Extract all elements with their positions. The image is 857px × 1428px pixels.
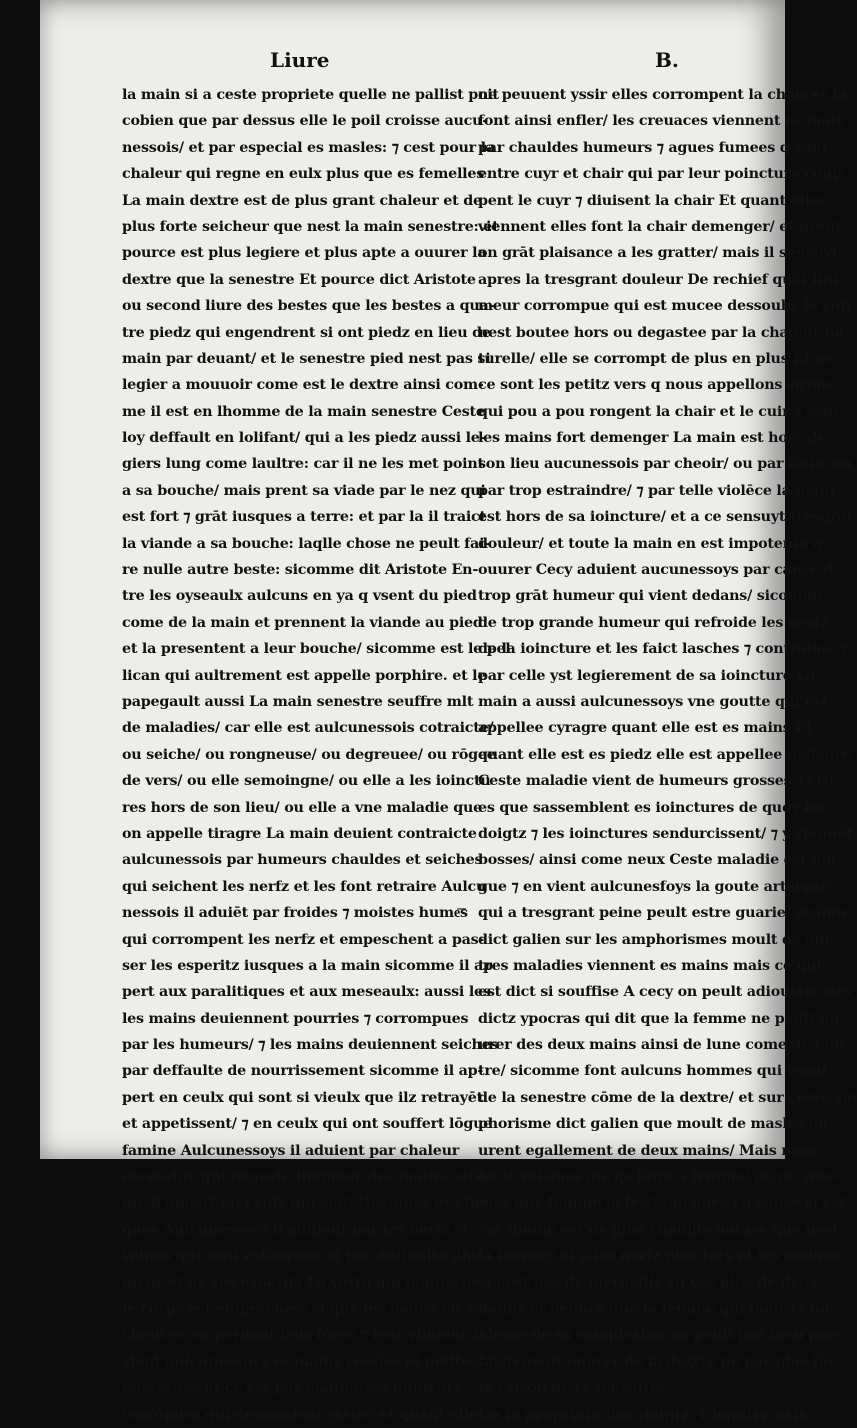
text-line: de vers/ ou elle semoingne/ ou elle a les ioinctu (122, 773, 491, 790)
text-line: nessois il aduiēt par froides ⁊ moistes hume͞s (122, 905, 468, 922)
text-line: pert aux paralitiques et aux meseaulx: aussi les (122, 984, 491, 1001)
text-line: Ceste maladie vient de humeurs grosses ⁊ cru (478, 773, 834, 790)
text-line: les mains fort demenger La main est hors de (478, 430, 826, 447)
text-line: chent et en perdent leur force ⁊ leur vigueur Il (122, 1327, 485, 1344)
text-line: est hors de sa ioincture/ et a ce sensuyt tresgrāt (478, 509, 853, 526)
text-line: la main si a ceste propriete quelle ne pallist poit (122, 87, 499, 103)
text-line: veines qui sont estoupees et par deffaulte dhu (122, 1248, 482, 1265)
text-line: viennent elles font la chair demenger/ et prent (478, 218, 842, 235)
text-line: meur et de ses esperitz La vertu qui gouuerne (122, 1274, 481, 1291)
text-line: tre les oyseaulx aulcuns en ya q vsent du pied (122, 588, 477, 605)
text-line: blesse de sa complexion ne peult pas bien par- (478, 1327, 841, 1344)
folio-number: B. (655, 48, 679, 72)
running-head: Liure (270, 48, 330, 72)
text-line: car lhōme est de plus chaulde nature que nest (478, 1221, 839, 1238)
text-line: cobien que par dessus elle le poil croisse aucu- (122, 113, 488, 130)
text-line: ou second liure des bestes que les bestes a qua- (122, 298, 495, 315)
text-line: vient aulcunessoys es mains vessies et petites (122, 1353, 478, 1370)
text-line: apres la tresgrant douleur De rechief quāt lhu (478, 271, 838, 288)
text-line: main par deuant/ et le senestre pied nest pas si (122, 350, 491, 367)
text-line: ne peuuent yssir elles corrompent la chair et la (478, 87, 847, 103)
text-line: par deffaulte de nourrissement sicomme il ap- (122, 1063, 484, 1080)
text-line: et la presentent a leur bouche/ sicomme est le pel (122, 641, 511, 658)
text-line: de la senestre cōme de la dextre/ et sur ceste am (478, 1089, 857, 1106)
text-line: qui corrompent les nerfz et empeschent a pas- (122, 931, 485, 948)
text-line: legier a mouuoir come est le dextre ainsi com- (122, 377, 484, 394)
text-line: dextre que la senestre Et pource dict Aristote (122, 271, 476, 288)
text-line: giers lung come laultre: car il ne les met point (122, 456, 484, 473)
text-line: tre piedz qui engendrent si ont piedz en lieu de (122, 324, 491, 341)
text-line: dictz ypocras qui dit que la femme ne peult ou (478, 1010, 840, 1027)
text-line: par chauldes humeurs ⁊ agues fumees q sont (478, 139, 828, 156)
text-line: urent egallement de deux mains/ Mais nous (478, 1142, 819, 1159)
text-line: gue ⁊ en vient aulcunesfoys la goute arteique (478, 878, 830, 895)
text-line: mes que femme le feist oncques La cause si est (478, 1195, 846, 1212)
text-line: tre/ sicomme font aulcuns hommes qui vsent (478, 1063, 828, 1080)
text-line: de la ioincture et les faict lasches ⁊ contraine/ ⁊ (478, 641, 847, 658)
text-line: pert en ceulx qui sont si vieulx que ilz retrayēt (122, 1089, 483, 1106)
text-line: appellee cyragre quant elle est es mains Et (478, 720, 813, 737)
text-line: de trop grande humeur qui refroide les nerfz (478, 614, 828, 631)
text-line: nest boutee hors ou degastee par la chaleur na (478, 324, 844, 341)
text-line: entre cuyr et chair qui par leur poincture coup (478, 166, 843, 183)
text-line: bossettes/ et ce est par mauuaises humeurs (122, 1380, 462, 1397)
text-line: douleur/ et toute la main en est impotente a (478, 535, 822, 552)
text-line: phorisme dict galien que moult de masles ou- (478, 1116, 834, 1133)
text-line: la femme/ et a les nerfz plus fors et les mēbres (478, 1248, 842, 1265)
text-line: pent le cuyr ⁊ diuisent la chair Et quant elles (478, 192, 827, 209)
text-line: re nulle autre beste: sicomme dit Aristote En- (122, 562, 479, 579)
text-line: urer des deux mains ainsi de lune come de laul (478, 1037, 845, 1054)
text-line: famine Aulcunessoys il aduient par chaleur (122, 1142, 460, 1159)
text-line: pource est plus legiere et plus apte a ouurer la (122, 245, 487, 262)
text-line: me il appert en ceulx qui sont thisiques et ethi- (122, 1195, 491, 1212)
text-line: main a aussi aulcunessoys vne goutte qui est (478, 693, 828, 710)
text-line: le corps est empeschee/ si que les mains en sei- (122, 1300, 493, 1317)
chapter-heading: De la propriete des doigtz. Chapitre.xxix. (478, 1405, 813, 1424)
book-page (40, 0, 857, 1424)
text-line: font ainsi enfler/ les creuaces viennent es mais (478, 113, 844, 130)
text-line: ce sont les petitz vers q nous appellons sirons (478, 377, 835, 394)
text-line: res hors de son lieu/ ou elle a vne maladie que (122, 799, 483, 816)
text-line: excessiue qui degaste lhumeur des mains/ sicō- (122, 1169, 492, 1186)
text-line: a sa bouche/ mais prent sa viade par le nez qui (122, 482, 486, 499)
text-line: de maladies/ car elle est aulcunessois cotraicte/ (122, 720, 494, 737)
text-line: ne le veismes oncqs faire a femme/ ne ne veis- (478, 1169, 838, 1186)
text-line: qui pou a pou rongent la chair et le cuir ⁊ sont (478, 403, 840, 420)
text-line: chaleur qui regne en eulx plus que es femelles (122, 166, 484, 183)
text-line: turelle/ elle se corrompt de plus en plus Et de (478, 350, 834, 367)
text-line: te raison de la senestre. (478, 1380, 665, 1397)
text-line: quant elle est es piedz elle est appellee podagre (478, 746, 851, 763)
text-line: par trop estraindre/ ⁊ par telle violēce la main (478, 482, 835, 499)
text-line: par les humeurs/ ⁊ les mains deuiennent seiches (122, 1037, 499, 1054)
text-line: si nest pas de merueille sil vse plus de deux (478, 1274, 818, 1291)
text-line: est dict si souffise A cecy on peult adiouster des (478, 984, 852, 1001)
text-line: La main dextre est de plus grant chaleur et de (122, 192, 482, 209)
text-line: ser les esperitz iusques a la main sicomme il ap (122, 957, 493, 974)
text-line: meur corrompue qui est mucee dessoubz le cuir (478, 298, 854, 315)
text-line: qui a tresgrant peine peult estre guarie/ sicōme (478, 905, 850, 922)
text-line: on appelle tiragre La main deuient contraicte (122, 825, 477, 842)
text-line: par celle yst legierement de sa ioincture La (478, 667, 816, 684)
text-line: qui seichent les nerfz et les font retraire Aulcu (122, 878, 487, 895)
text-line: la viande a sa bouche: laqlle chose ne peult fai- (122, 535, 490, 552)
text-line: ouurer Cecy aduient aucunessoys par cause d (478, 562, 833, 579)
text-line: dict galien sur les amphorismes moult de aul- (478, 931, 836, 948)
text-line: come de la main et prennent la viande au pied (122, 614, 483, 631)
text-line: tres maladies viennent es mains mais ce qui (478, 957, 822, 974)
text-line: et appetissent/ ⁊ en ceulx qui ont souffert lōgue (122, 1116, 493, 1133)
text-line: son lieu aucunessois par cheoir/ ou par ferir/ ou (478, 456, 852, 473)
text-line: nessois/ et par especial es masles: ⁊ cest pour la (122, 139, 495, 156)
right-text-column (478, 82, 857, 1428)
text-line: plus forte seicheur que nest la main senestre: et (122, 218, 499, 235)
text-line: mains et oeuure que la femme qui pour la foi (478, 1300, 830, 1317)
text-line: trop grāt humeur qui vient dedans/ sicomme (478, 588, 827, 605)
text-line: papegault aussi La main senestre seuffre mlt (122, 693, 474, 710)
text-line: ques Aulcunessoys il aduient par les nerfz et (122, 1221, 470, 1238)
text-line: est fort ⁊ grāt iusques a terre: et par la il traict (122, 509, 486, 526)
left-text-column (122, 82, 511, 1428)
text-line: ou seiche/ ou rongneuse/ ou degreuee/ ou rōgee (122, 746, 496, 763)
text-line: corrōpues qui demandent yssue/ et quant elles (122, 1406, 486, 1423)
text-line: aulcunessois par humeurs chauldes et seiches (122, 852, 483, 869)
text-line: les mains deuiennent pourries ⁊ corrompues (122, 1010, 469, 1027)
text-line: lican qui aultrement est appelle porphire. et le (122, 667, 487, 684)
text-line: doigtz ⁊ les ioinctures sendurcissent/ ⁊ y viennēt (478, 825, 853, 842)
text-line: loy deffault en lolifant/ qui a les piedz aussi le- (122, 430, 486, 447)
text-line: me il est en lhomme de la main senestre Ceste (122, 403, 485, 420)
text-line: es que sassemblent es ioinctures de quoy les (478, 799, 826, 816)
text-line: faictement ouurer de la dextre ne par plus for- (478, 1353, 841, 1370)
text-line: on grāt plaisance a les gratter/ mais il sensuyt (478, 245, 839, 262)
text-line: bosses/ ainsi come neux Ceste maladie est lon- (478, 852, 842, 869)
